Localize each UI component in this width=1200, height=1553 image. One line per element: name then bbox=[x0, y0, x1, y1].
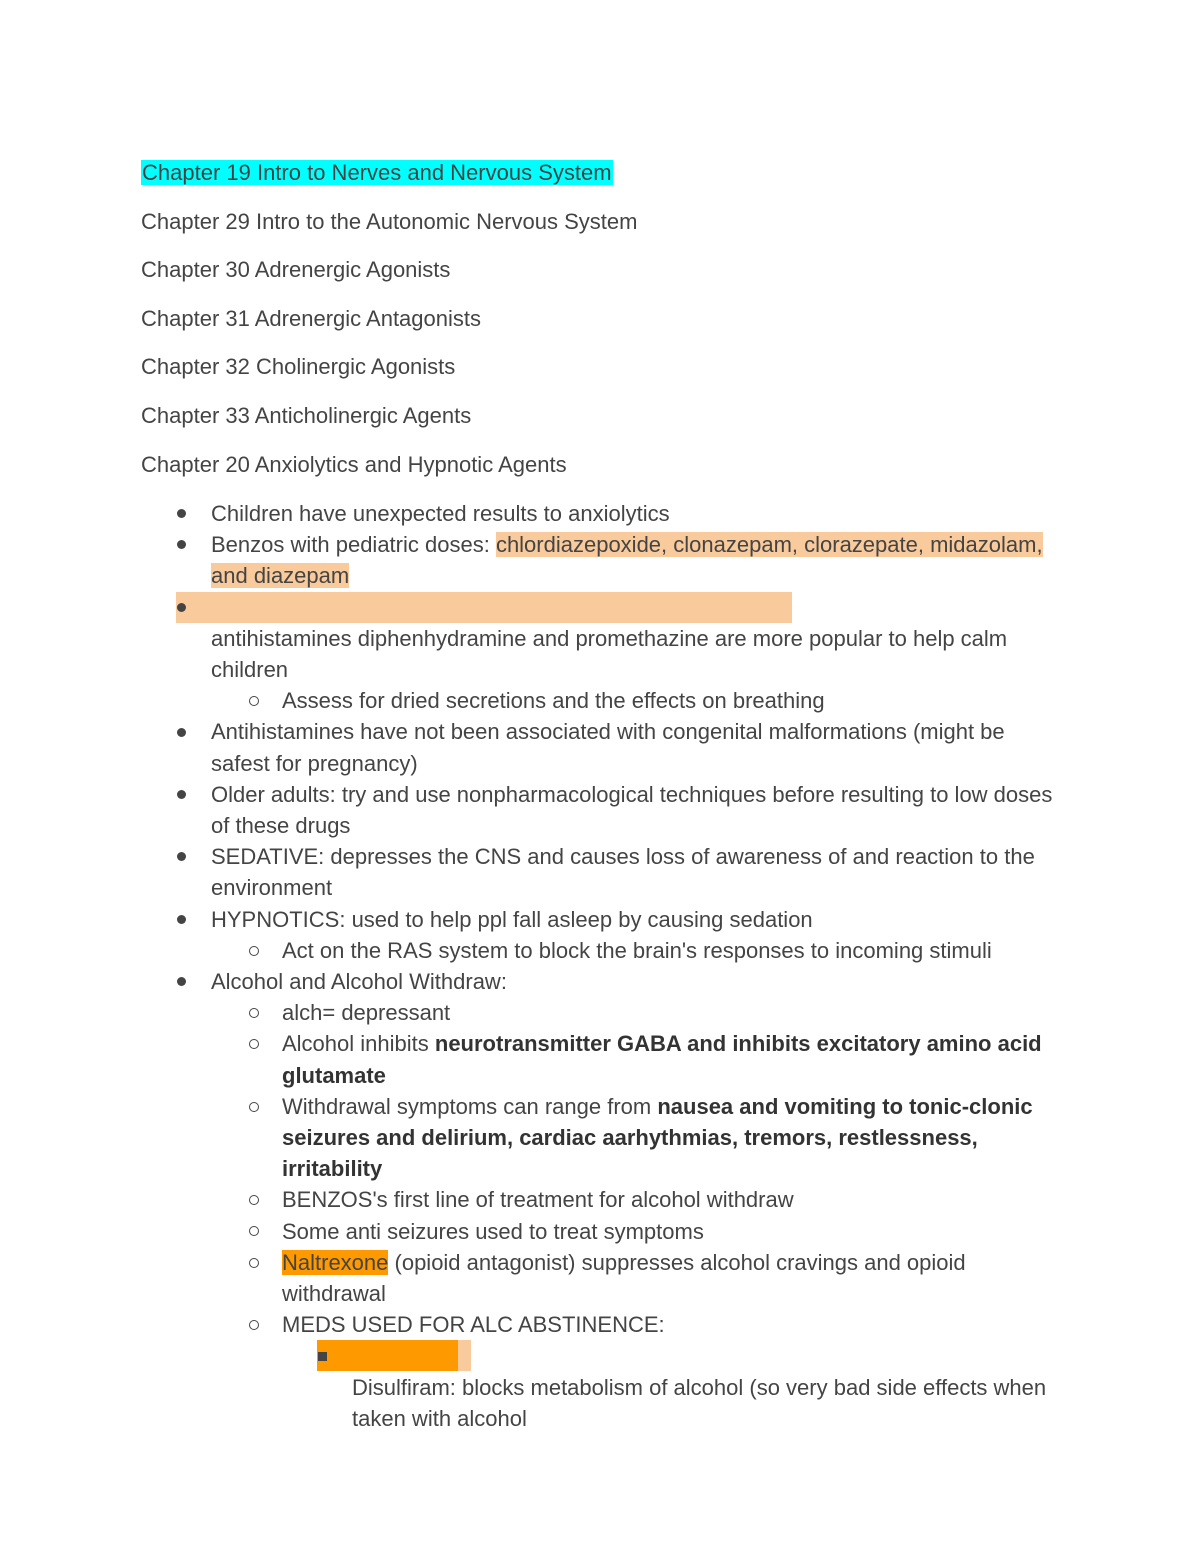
list-item: antihistamines diphenhydramine and promethazine are more popular to help calm children bbox=[211, 592, 1061, 686]
list-item: alch= depressant bbox=[282, 997, 1062, 1028]
list-item: Act on the RAS system to block the brain's responses to incoming stimuli bbox=[282, 935, 1062, 966]
bullet-circle-icon bbox=[249, 1216, 259, 1247]
list-item: Alcohol inhibits neurotransmitter GABA and inhibits excitatory amino acid glutamate bbox=[282, 1028, 1062, 1090]
heading-chapter-29: Chapter 29 Intro to the Autonomic Nervous System bbox=[141, 209, 638, 234]
bullet-disc-icon bbox=[177, 498, 186, 529]
bullet-square-icon bbox=[318, 1343, 327, 1368]
bullet-circle-icon bbox=[249, 935, 259, 966]
list-item: MEDS USED FOR ALC ABSTINENCE: bbox=[282, 1309, 1062, 1340]
list-item: BENZOS's first line of treatment for alcohol withdraw bbox=[282, 1184, 1062, 1215]
bullet-disc-icon bbox=[177, 595, 186, 620]
highlighted-drug-name: Naltrexone bbox=[282, 1249, 389, 1275]
heading-chapter-30: Chapter 30 Adrenergic Agonists bbox=[141, 257, 451, 282]
bullet-disc-icon bbox=[177, 716, 186, 747]
bullet-circle-icon bbox=[249, 1247, 259, 1278]
list-item: Naltrexone (opioid antagonist) suppresses alcohol cravings and opioid withdrawal bbox=[282, 1247, 1062, 1309]
list-item: Some anti seizures used to treat symptoms bbox=[282, 1216, 1062, 1247]
highlighted-drug-list: chlordiazepoxide, clonazepam, clorazepate, midazolam, and diazepam bbox=[211, 532, 1043, 589]
heading-chapter-33: Chapter 33 Anticholinergic Agents bbox=[141, 403, 472, 428]
highlight-band bbox=[317, 1340, 458, 1371]
list-item: Benzos with pediatric doses: chlordiazepoxide, clonazepam, clorazepate, midazolam, and diazepam bbox=[211, 529, 1061, 591]
heading-chapter-19: Chapter 19 Intro to Nerves and Nervous System bbox=[142, 160, 612, 185]
heading-chapter-20: Chapter 20 Anxiolytics and Hypnotic Agents bbox=[141, 452, 567, 477]
bullet-disc-icon bbox=[177, 966, 186, 997]
list-item: Antihistamines have not been associated with congenital malformations (might be safest for pregnancy) bbox=[211, 716, 1061, 778]
heading-chapter-32: Chapter 32 Cholinergic Agonists bbox=[141, 354, 456, 379]
list-item: SEDATIVE: depresses the CNS and causes loss of awareness of and reaction to the environment bbox=[211, 841, 1061, 903]
list-item: Assess for dried secretions and the effects on breathing bbox=[282, 685, 1062, 716]
list-item: Older adults: try and use nonpharmacological techniques before resulting to low doses of these drugs bbox=[211, 779, 1061, 841]
bullet-circle-icon bbox=[249, 1184, 259, 1215]
heading-chapter-31: Chapter 31 Adrenergic Antagonists bbox=[141, 306, 482, 331]
list-item: Alcohol and Alcohol Withdraw: bbox=[211, 966, 1061, 997]
bullet-circle-icon bbox=[249, 1091, 259, 1122]
bullet-list bbox=[0, 498, 1200, 1434]
list-item: Withdrawal symptoms can range from nausea and vomiting to tonic-clonic seizures and delirium, cardiac aarhythmias, tremors, restlessness, irritability bbox=[282, 1091, 1062, 1185]
bullet-circle-icon bbox=[249, 1309, 259, 1340]
bullet-circle-icon bbox=[249, 1028, 259, 1059]
bullet-circle-icon bbox=[249, 997, 259, 1028]
bullet-disc-icon bbox=[177, 841, 186, 872]
bullet-circle-icon bbox=[249, 685, 259, 716]
bullet-disc-icon bbox=[177, 904, 186, 935]
list-item: HYPNOTICS: used to help ppl fall asleep by causing sedation bbox=[211, 904, 1061, 935]
list-item: Disulfiram: blocks metabolism of alcohol (so very bad side effects when taken with alcohol bbox=[352, 1340, 1052, 1434]
list-item: Children have unexpected results to anxiolytics bbox=[211, 498, 1061, 529]
bullet-disc-icon bbox=[177, 779, 186, 810]
bullet-disc-icon bbox=[177, 529, 186, 560]
highlight-band bbox=[176, 592, 792, 623]
